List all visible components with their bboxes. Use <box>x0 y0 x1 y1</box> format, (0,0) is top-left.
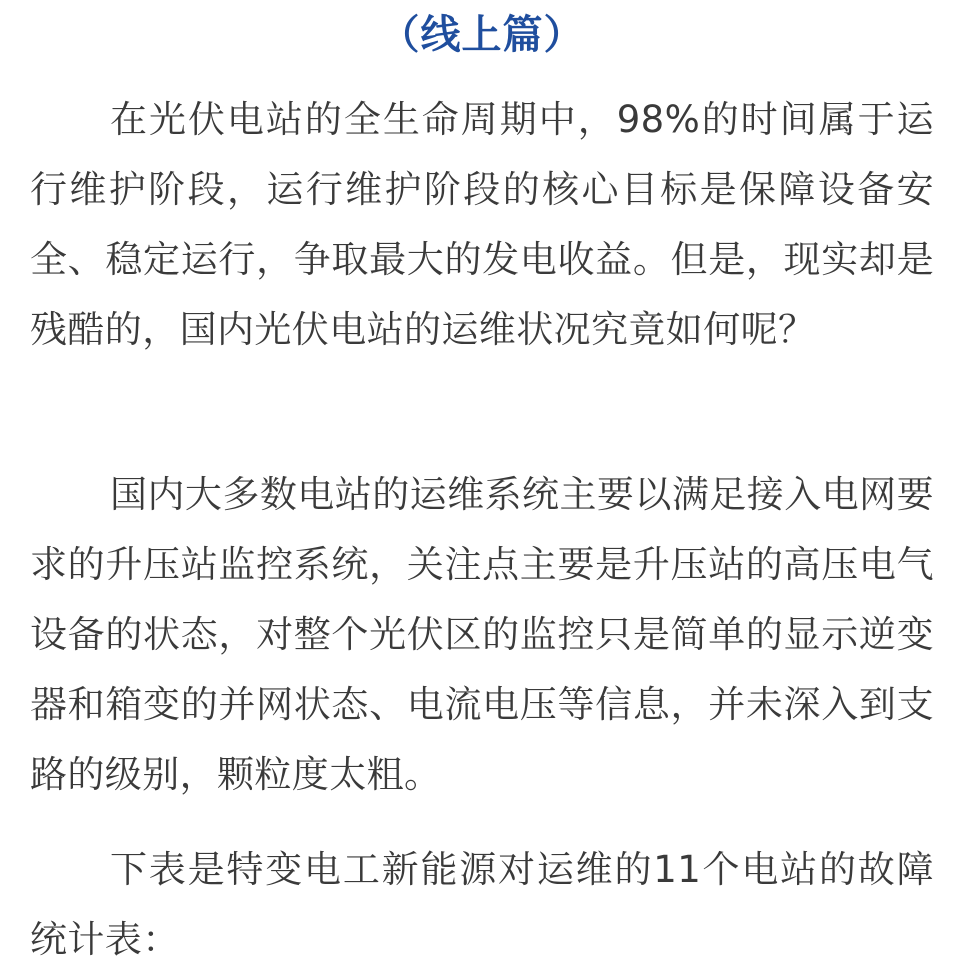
paragraph-monitoring-system: 国内大多数电站的运维系统主要以满足接入电网要求的升压站监控系统，关注点主要是升压站的高压电气设备的状态，对整个光伏区的监控只是简单的显示逆变器和箱变的并网状态、电流电压等信息，并未深入到支路的级别，颗粒度太粗。 <box>30 473 934 796</box>
paragraph-om-lifecycle: 在光伏电站的全生命周期中，98%的时间属于运行维护阶段，运行维护阶段的核心目标是保障设备安全、稳定运行，争取最大的发电收益。但是，现实却是残酷的，国内光伏电站的运维状况究竟如何呢？ <box>30 98 934 351</box>
paragraph-fault-table-intro: 下表是特变电工新能源对运维的11个电站的故障统计表： <box>30 848 934 961</box>
section-heading: （线上篇） <box>379 12 585 58</box>
